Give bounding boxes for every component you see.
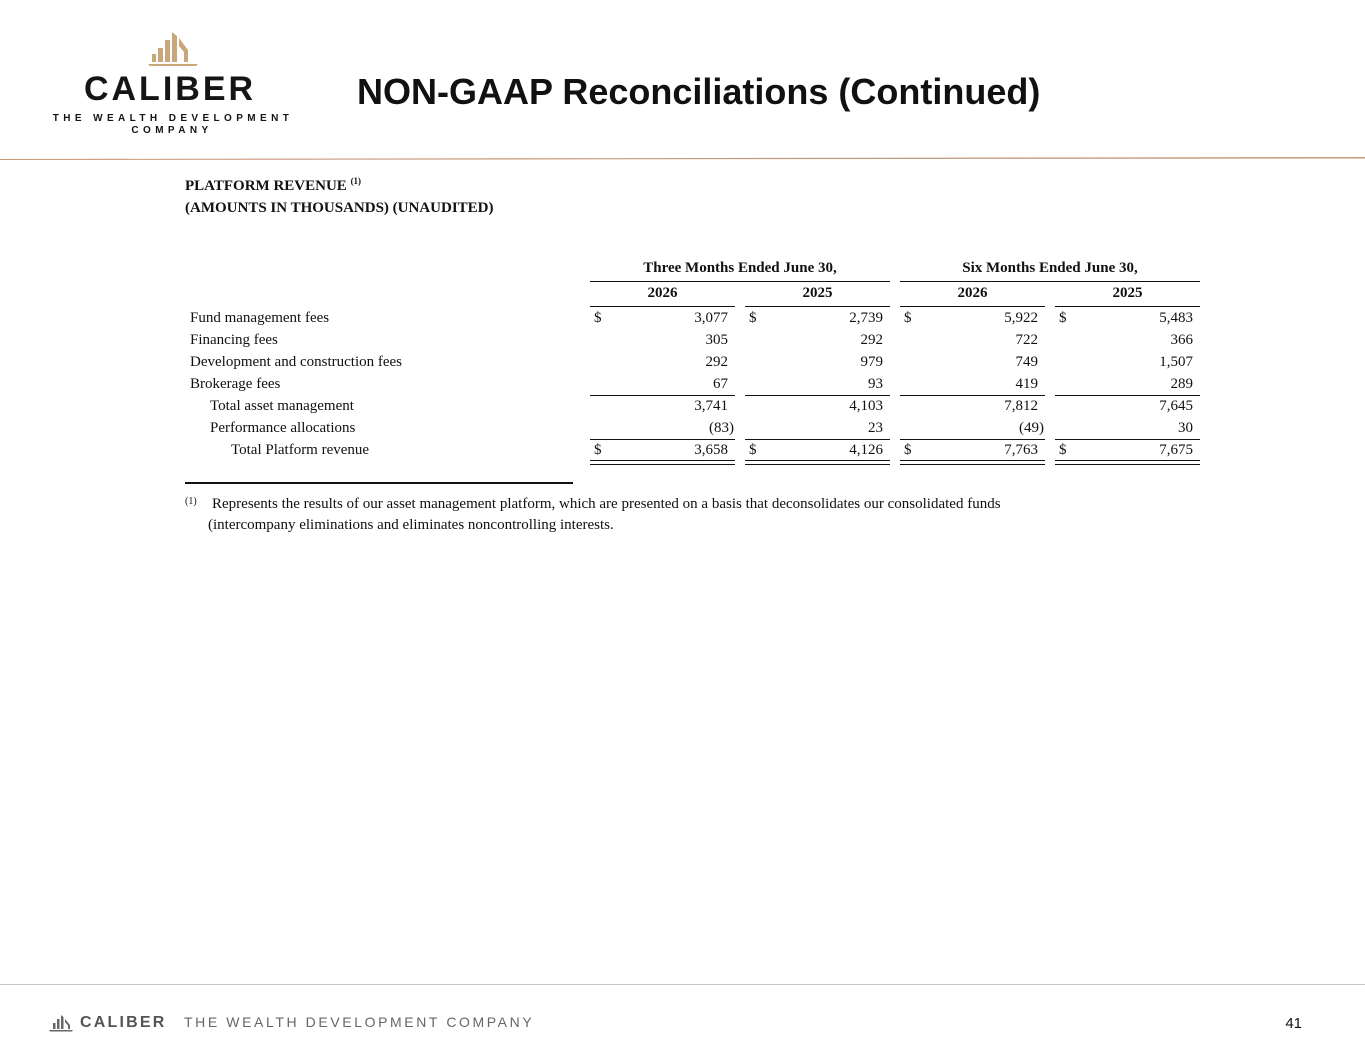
page-number: 41 xyxy=(1285,1015,1302,1032)
footer-brand: CALIBER xyxy=(80,1014,167,1031)
report-heading xyxy=(185,176,361,195)
header-divider xyxy=(0,157,1365,160)
row-label: Total Platform revenue xyxy=(231,442,370,458)
row-label: Development and construction fees xyxy=(190,354,403,370)
cell-value: 30 xyxy=(1178,420,1193,436)
cell-value: 749 xyxy=(1015,354,1038,370)
currency-symbol: $ xyxy=(594,310,602,326)
column-header-year: 2026 xyxy=(957,285,988,301)
cell-value: 292 xyxy=(705,354,728,370)
page-title: NON-GAAP Reconciliations (Continued) xyxy=(357,71,1041,112)
cell-value: 67 xyxy=(713,376,728,392)
table-row xyxy=(0,307,1365,329)
table-row xyxy=(0,329,1365,351)
row-label: Performance allocations xyxy=(210,420,356,436)
logo-tagline: THE WEALTH DEVELOPMENT xyxy=(52,113,294,124)
cell-value: 292 xyxy=(860,332,883,348)
cell-value: 3,077 xyxy=(694,310,728,326)
footnote-text-continued: (intercompany eliminations and eliminates noncontrolling interests. xyxy=(208,517,614,533)
footer-tagline: THE WEALTH DEVELOPMENT COMPANY xyxy=(184,1014,535,1030)
cell-value: 289 xyxy=(1170,376,1193,392)
currency-symbol: $ xyxy=(1059,310,1067,326)
report-subheading: (AMOUNTS IN THOUSANDS) (UNAUDITED) xyxy=(185,200,494,216)
row-label: Fund management fees xyxy=(190,310,330,326)
column-group-six-months: Six Months Ended June 30, xyxy=(962,260,1138,276)
cell-value: 4,103 xyxy=(849,398,883,414)
currency-symbol: $ xyxy=(904,310,912,326)
currency-symbol: $ xyxy=(904,442,912,458)
cell-value: 366 xyxy=(1170,332,1193,348)
column-header-year: 2025 xyxy=(1112,285,1143,301)
cell-value: 979 xyxy=(860,354,883,370)
header-underline xyxy=(590,281,890,282)
cell-value: 23 xyxy=(868,420,883,436)
cell-value: 3,658 xyxy=(694,442,728,458)
column-header-year: 2026 xyxy=(647,285,678,301)
cell-value: 419 xyxy=(1015,376,1038,392)
cell-value: 305 xyxy=(705,332,728,348)
footnote-text: Represents the results of our asset management platform, which are presented on a basis that deconsolidates our consolidated funds xyxy=(212,496,1001,512)
cell-value: 722 xyxy=(1015,332,1038,348)
logo-tagline-second-line: COMPANY xyxy=(131,125,213,136)
total-double-rule xyxy=(900,460,1045,465)
logo-wordmark: CALIBER xyxy=(83,70,257,108)
cell-value: (49) xyxy=(1019,420,1044,436)
cell-value: 4,126 xyxy=(849,442,883,458)
table-row xyxy=(0,417,1365,439)
header-underline xyxy=(900,281,1200,282)
total-double-rule xyxy=(745,460,890,465)
row-label: Financing fees xyxy=(190,332,278,348)
table-row xyxy=(0,395,1365,417)
cell-value: 2,739 xyxy=(849,310,883,326)
currency-symbol: $ xyxy=(594,442,602,458)
currency-symbol: $ xyxy=(1059,442,1067,458)
total-double-rule xyxy=(1055,460,1200,465)
caliber-footer-logo-icon xyxy=(48,1014,74,1032)
row-label: Brokerage fees xyxy=(190,376,281,392)
cell-value: 1,507 xyxy=(1159,354,1193,370)
currency-symbol: $ xyxy=(749,442,757,458)
cell-value: 7,675 xyxy=(1159,442,1193,458)
cell-value: 7,812 xyxy=(1004,398,1038,414)
row-label: Total asset management xyxy=(210,398,354,414)
footnote-reference: (1) xyxy=(350,176,362,186)
footnote-marker: (1) xyxy=(185,496,197,507)
cell-value: 7,645 xyxy=(1159,398,1193,414)
footnote-divider xyxy=(185,482,573,484)
caliber-logo-icon xyxy=(144,28,202,68)
footer-divider xyxy=(0,984,1365,985)
table-row xyxy=(0,439,1365,461)
cell-value: 3,741 xyxy=(694,398,728,414)
column-header-year: 2025 xyxy=(802,285,833,301)
column-group-three-months: Three Months Ended June 30, xyxy=(643,260,837,276)
cell-value: 7,763 xyxy=(1004,442,1038,458)
cell-value: 93 xyxy=(868,376,883,392)
platform-revenue-table xyxy=(0,258,1365,468)
table-row xyxy=(0,351,1365,373)
table-row xyxy=(0,373,1365,395)
cell-value: 5,483 xyxy=(1159,310,1193,326)
currency-symbol: $ xyxy=(749,310,757,326)
cell-value: 5,922 xyxy=(1004,310,1038,326)
report-heading-text: PLATFORM REVENUE xyxy=(185,178,347,194)
total-double-rule xyxy=(590,460,735,465)
cell-value: (83) xyxy=(709,420,734,436)
